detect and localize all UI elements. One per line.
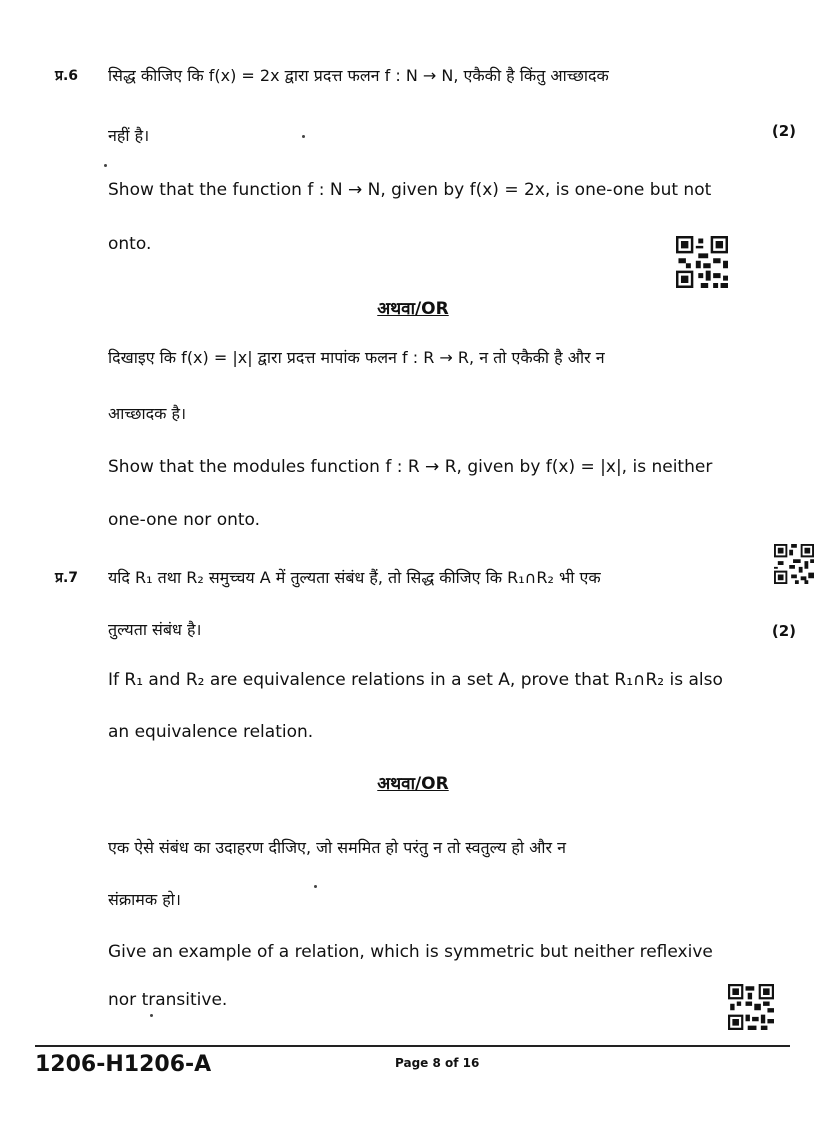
q6-marks: (2) xyxy=(771,122,796,140)
page-number: Page 8 of 16 xyxy=(395,1056,480,1070)
or-label: अथवा/OR xyxy=(377,774,449,794)
question-6-number: प्र.6 xyxy=(55,68,79,84)
q6-alt-hindi-line-2: आच्छादक है। xyxy=(108,404,187,423)
or-label: अथवा/OR xyxy=(377,299,449,319)
q6-or-heading xyxy=(0,296,826,319)
paper-code: 1206-H1206-A xyxy=(35,1052,212,1077)
scan-speck xyxy=(302,135,305,138)
qr-code-icon xyxy=(676,236,728,288)
q7-english-line-1: If R₁ and R₂ are equivalence relations in a set A, prove that R₁∩R₂ is also xyxy=(108,670,723,690)
q7-or-heading xyxy=(0,771,826,794)
qr-code-icon xyxy=(774,544,814,584)
footer-rule xyxy=(35,1045,790,1047)
q6-alt-english-line-1: Show that the modules function f : R → R, given by f(x) = |x|, is neither xyxy=(108,457,713,477)
q7-marks: (2) xyxy=(771,622,796,640)
qr-code-icon xyxy=(728,984,774,1030)
q6-alt-hindi-line-1: दिखाइए कि f(x) = |x| द्वारा प्रदत्त मापांक फलन f : R → R, न तो एकैकी है और न xyxy=(108,348,605,367)
q7-hindi-line-1: यदि R₁ तथा R₂ समुच्चय A में तुल्यता संबंध हैं, तो सिद्ध कीजिए कि R₁∩R₂ भी एक xyxy=(108,568,601,587)
q6-english-line-1: Show that the function f : N → N, given by f(x) = 2x, is one-one but not xyxy=(108,180,712,200)
q7-hindi-line-2: तुल्यता संबंध है। xyxy=(108,620,202,639)
q6-english-line-2: onto. xyxy=(108,234,152,254)
scan-speck xyxy=(314,885,317,888)
question-7-number: प्र.7 xyxy=(55,570,79,586)
q7-alt-english-line-2: nor transitive. xyxy=(108,990,228,1010)
scan-speck xyxy=(104,164,107,167)
q6-alt-english-line-2: one-one nor onto. xyxy=(108,510,261,530)
q7-alt-hindi-line-1: एक ऐसे संबंध का उदाहरण दीजिए, जो सममित हो परंतु न तो स्वतुल्य हो और न xyxy=(108,838,566,857)
scan-speck xyxy=(150,1014,153,1017)
q7-alt-english-line-1: Give an example of a relation, which is symmetric but neither reflexive xyxy=(108,942,713,962)
q7-alt-hindi-line-2: संक्रामक हो। xyxy=(108,890,181,909)
q6-hindi-line-2: नहीं है। xyxy=(108,126,150,145)
q6-hindi-line-1: सिद्ध कीजिए कि f(x) = 2x द्वारा प्रदत्त फलन f : N → N, एकैकी है किंतु आच्छादक xyxy=(108,66,609,85)
q7-english-line-2: an equivalence relation. xyxy=(108,722,314,742)
